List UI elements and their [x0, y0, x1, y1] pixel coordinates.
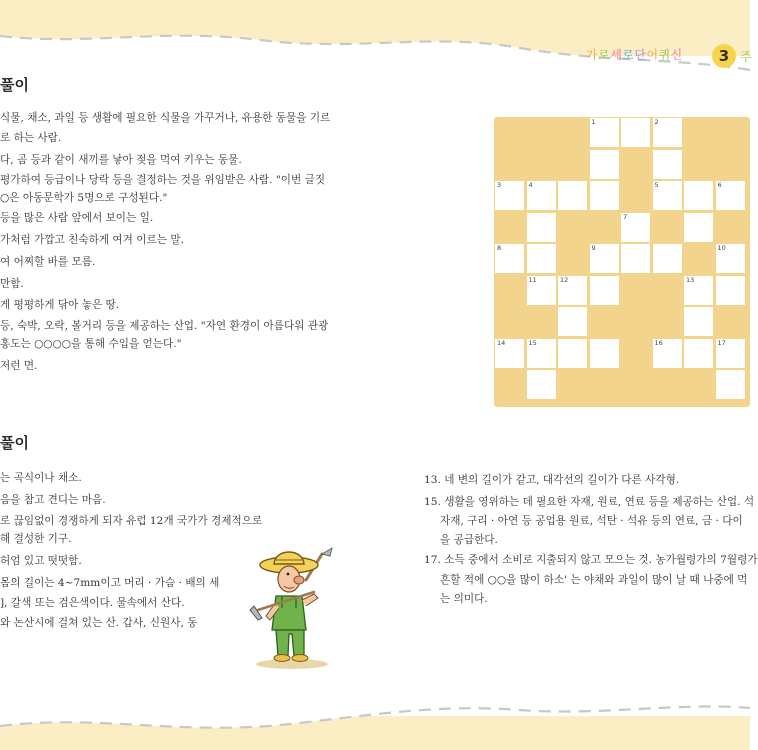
crossword-cell[interactable]: [653, 244, 682, 273]
across-clue-line: 가처럼 가깝고 친숙하게 여겨 이르는 말.: [0, 234, 184, 246]
crossword-cell[interactable]: [527, 181, 556, 210]
crossword-cell-number: 11: [528, 275, 537, 284]
header-title-part: 어: [646, 48, 659, 62]
header-title-part: 퀴: [658, 48, 671, 62]
header-title-part: 로: [622, 48, 635, 62]
down-clue-line: 13. 네 변의 길이가 같고, 대각선의 길이가 다른 사각형.: [424, 474, 680, 486]
chapter-number-badge: 3: [712, 44, 736, 68]
crossword-cell[interactable]: [684, 276, 713, 305]
crossword-cell[interactable]: [621, 244, 650, 273]
crossword-cell-number: 16: [654, 338, 663, 347]
across-clues-heading: 풀이: [0, 76, 29, 94]
header-title-part: 신: [670, 48, 683, 62]
crossword-cell-number: 4: [528, 181, 533, 189]
down-clue-line: 로 끊임없이 경쟁하게 되자 유럽 12개 국가가 경제적으로: [0, 515, 263, 527]
crossword-cell[interactable]: [716, 339, 745, 368]
crossword-cell[interactable]: [590, 118, 619, 147]
down-clue-line: 몸의 길이는 4~7mm이고 머리 · 가슴 · 배의 세: [0, 577, 220, 589]
across-clue-line: 식물, 채소, 과일 등 생활에 필요한 식물을 가꾸거나, 유용한 동물을 기르: [0, 112, 331, 124]
crossword-cell[interactable]: [653, 118, 682, 147]
crossword-cell-number: 12: [560, 275, 569, 284]
crossword-cell-number: 13: [686, 275, 695, 284]
crossword-cell[interactable]: [716, 276, 745, 305]
crossword-cell[interactable]: [558, 181, 587, 210]
crossword-cell-number: 10: [717, 244, 726, 252]
crossword-cell-number: 7: [623, 212, 628, 221]
crossword-cell[interactable]: [684, 213, 713, 242]
crossword-cell-number: 14: [497, 338, 506, 347]
down-clue-line: 허엄 있고 떳떳함.: [0, 555, 82, 567]
across-clue-line: 평가하여 등급이나 당락 등을 결정하는 것을 위임받은 사람. "이번 글짓: [0, 174, 326, 186]
crossword-cell[interactable]: [716, 370, 745, 399]
across-clue-line: ○은 아동문학가 5명으로 구성된다.": [0, 192, 168, 204]
across-clue-line: 로 하는 사람.: [0, 132, 62, 144]
header-title-part: 세: [610, 48, 623, 62]
down-clue-line: 17. 소득 중에서 소비로 지출되지 않고 모으는 것. 농가월령가의 7월령가: [424, 554, 758, 566]
crossword-cell[interactable]: [653, 181, 682, 210]
crossword-cell[interactable]: [527, 276, 556, 305]
down-clue-line: 음을 참고 견디는 마음.: [0, 494, 106, 506]
crossword-cell[interactable]: [684, 307, 713, 336]
crossword-cell[interactable]: [653, 150, 682, 179]
down-clue-line: 흔할 적에 ○○을 많이 하소' 는 야채와 과일이 많이 날 때 나중에 먹: [440, 574, 748, 586]
crossword-cell[interactable]: [527, 339, 556, 368]
down-clue-line: 는 의미다.: [440, 593, 488, 605]
crossword-cell[interactable]: [684, 181, 713, 210]
crossword-cell[interactable]: [558, 307, 587, 336]
crossword-cell[interactable]: [558, 276, 587, 305]
crossword-cell[interactable]: [716, 244, 745, 273]
header-title: [586, 46, 683, 63]
across-clue-line: 홍도는 ○○○○을 통해 수입을 얻는다.": [0, 338, 182, 350]
down-clue-line: ], 갈색 또는 검은색이다. 물속에서 산다.: [0, 597, 185, 609]
crossword-cell[interactable]: [621, 213, 650, 242]
across-clue-line: 여 어찌할 바를 모름.: [0, 256, 96, 268]
crossword-cell[interactable]: [590, 276, 619, 305]
crossword-cell[interactable]: [590, 244, 619, 273]
across-clue-line: 다, 곰 등과 같이 새끼를 낳아 젖을 먹여 키우는 동물.: [0, 154, 242, 166]
down-clue-line: 해 결성한 기구.: [0, 533, 72, 545]
down-clues-heading: 풀이: [0, 434, 29, 452]
crossword-cell-number: 3: [497, 181, 502, 189]
down-clue-line: 15. 생활을 영위하는 데 필요한 자재, 원료, 연료 등을 제공하는 산업. 석: [424, 496, 755, 508]
across-clue-line: 등, 숙박, 오락, 볼거리 등을 제공하는 산업. "자연 환경이 아름다워 관광: [0, 320, 329, 332]
chapter-suffix: 주: [740, 50, 752, 64]
crossword-cell-number: 8: [497, 244, 502, 252]
farmer-illustration: [244, 546, 344, 671]
crossword-cell[interactable]: [590, 339, 619, 368]
crossword-cell[interactable]: [684, 339, 713, 368]
across-clue-line: 만함.: [0, 278, 24, 290]
crossword-cell-number: 6: [717, 181, 722, 189]
crossword-cell-number: 1: [591, 118, 596, 126]
across-clue-line: 저런 면.: [0, 360, 38, 372]
crossword-cell-number: 15: [528, 338, 537, 347]
down-clue-line: 을 공급한다.: [440, 534, 498, 546]
crossword-cell[interactable]: [716, 181, 745, 210]
crossword-cell-number: 5: [654, 181, 659, 189]
across-clue-line: 등을 많은 사람 앞에서 보이는 일.: [0, 212, 154, 224]
crossword-grid: [494, 117, 750, 407]
crossword-cell[interactable]: [590, 181, 619, 210]
down-clue-line: 는 곡식이나 채소.: [0, 472, 82, 484]
down-clue-line: 자재, 구리 · 아연 등 공업용 원료, 석탄 · 석유 등의 연료, 금 · 다이: [440, 515, 743, 527]
crossword-cell[interactable]: [527, 244, 556, 273]
crossword-cell[interactable]: [527, 370, 556, 399]
crossword-cell-number: 17: [717, 338, 726, 347]
crossword-cell[interactable]: [653, 339, 682, 368]
crossword-cell-number: 2: [654, 118, 659, 126]
crossword-cell[interactable]: [495, 339, 524, 368]
header-title-part: 로: [598, 48, 611, 62]
crossword-cell[interactable]: [527, 213, 556, 242]
crossword-cell-number: 9: [591, 244, 596, 252]
crossword-cell[interactable]: [558, 339, 587, 368]
header-title-part: 가: [586, 48, 599, 62]
crossword-cell[interactable]: [495, 244, 524, 273]
crossword-cell[interactable]: [495, 181, 524, 210]
down-clue-line: 와 논산시에 걸쳐 있는 산. 갑사, 신원사, 동: [0, 617, 198, 629]
bottom-wave-divider: [0, 684, 750, 744]
header-title-part: 단: [634, 48, 647, 62]
across-clue-line: 게 평평하게 닦아 놓은 땅.: [0, 299, 120, 311]
crossword-cell[interactable]: [590, 150, 619, 179]
crossword-cell[interactable]: [621, 118, 650, 147]
